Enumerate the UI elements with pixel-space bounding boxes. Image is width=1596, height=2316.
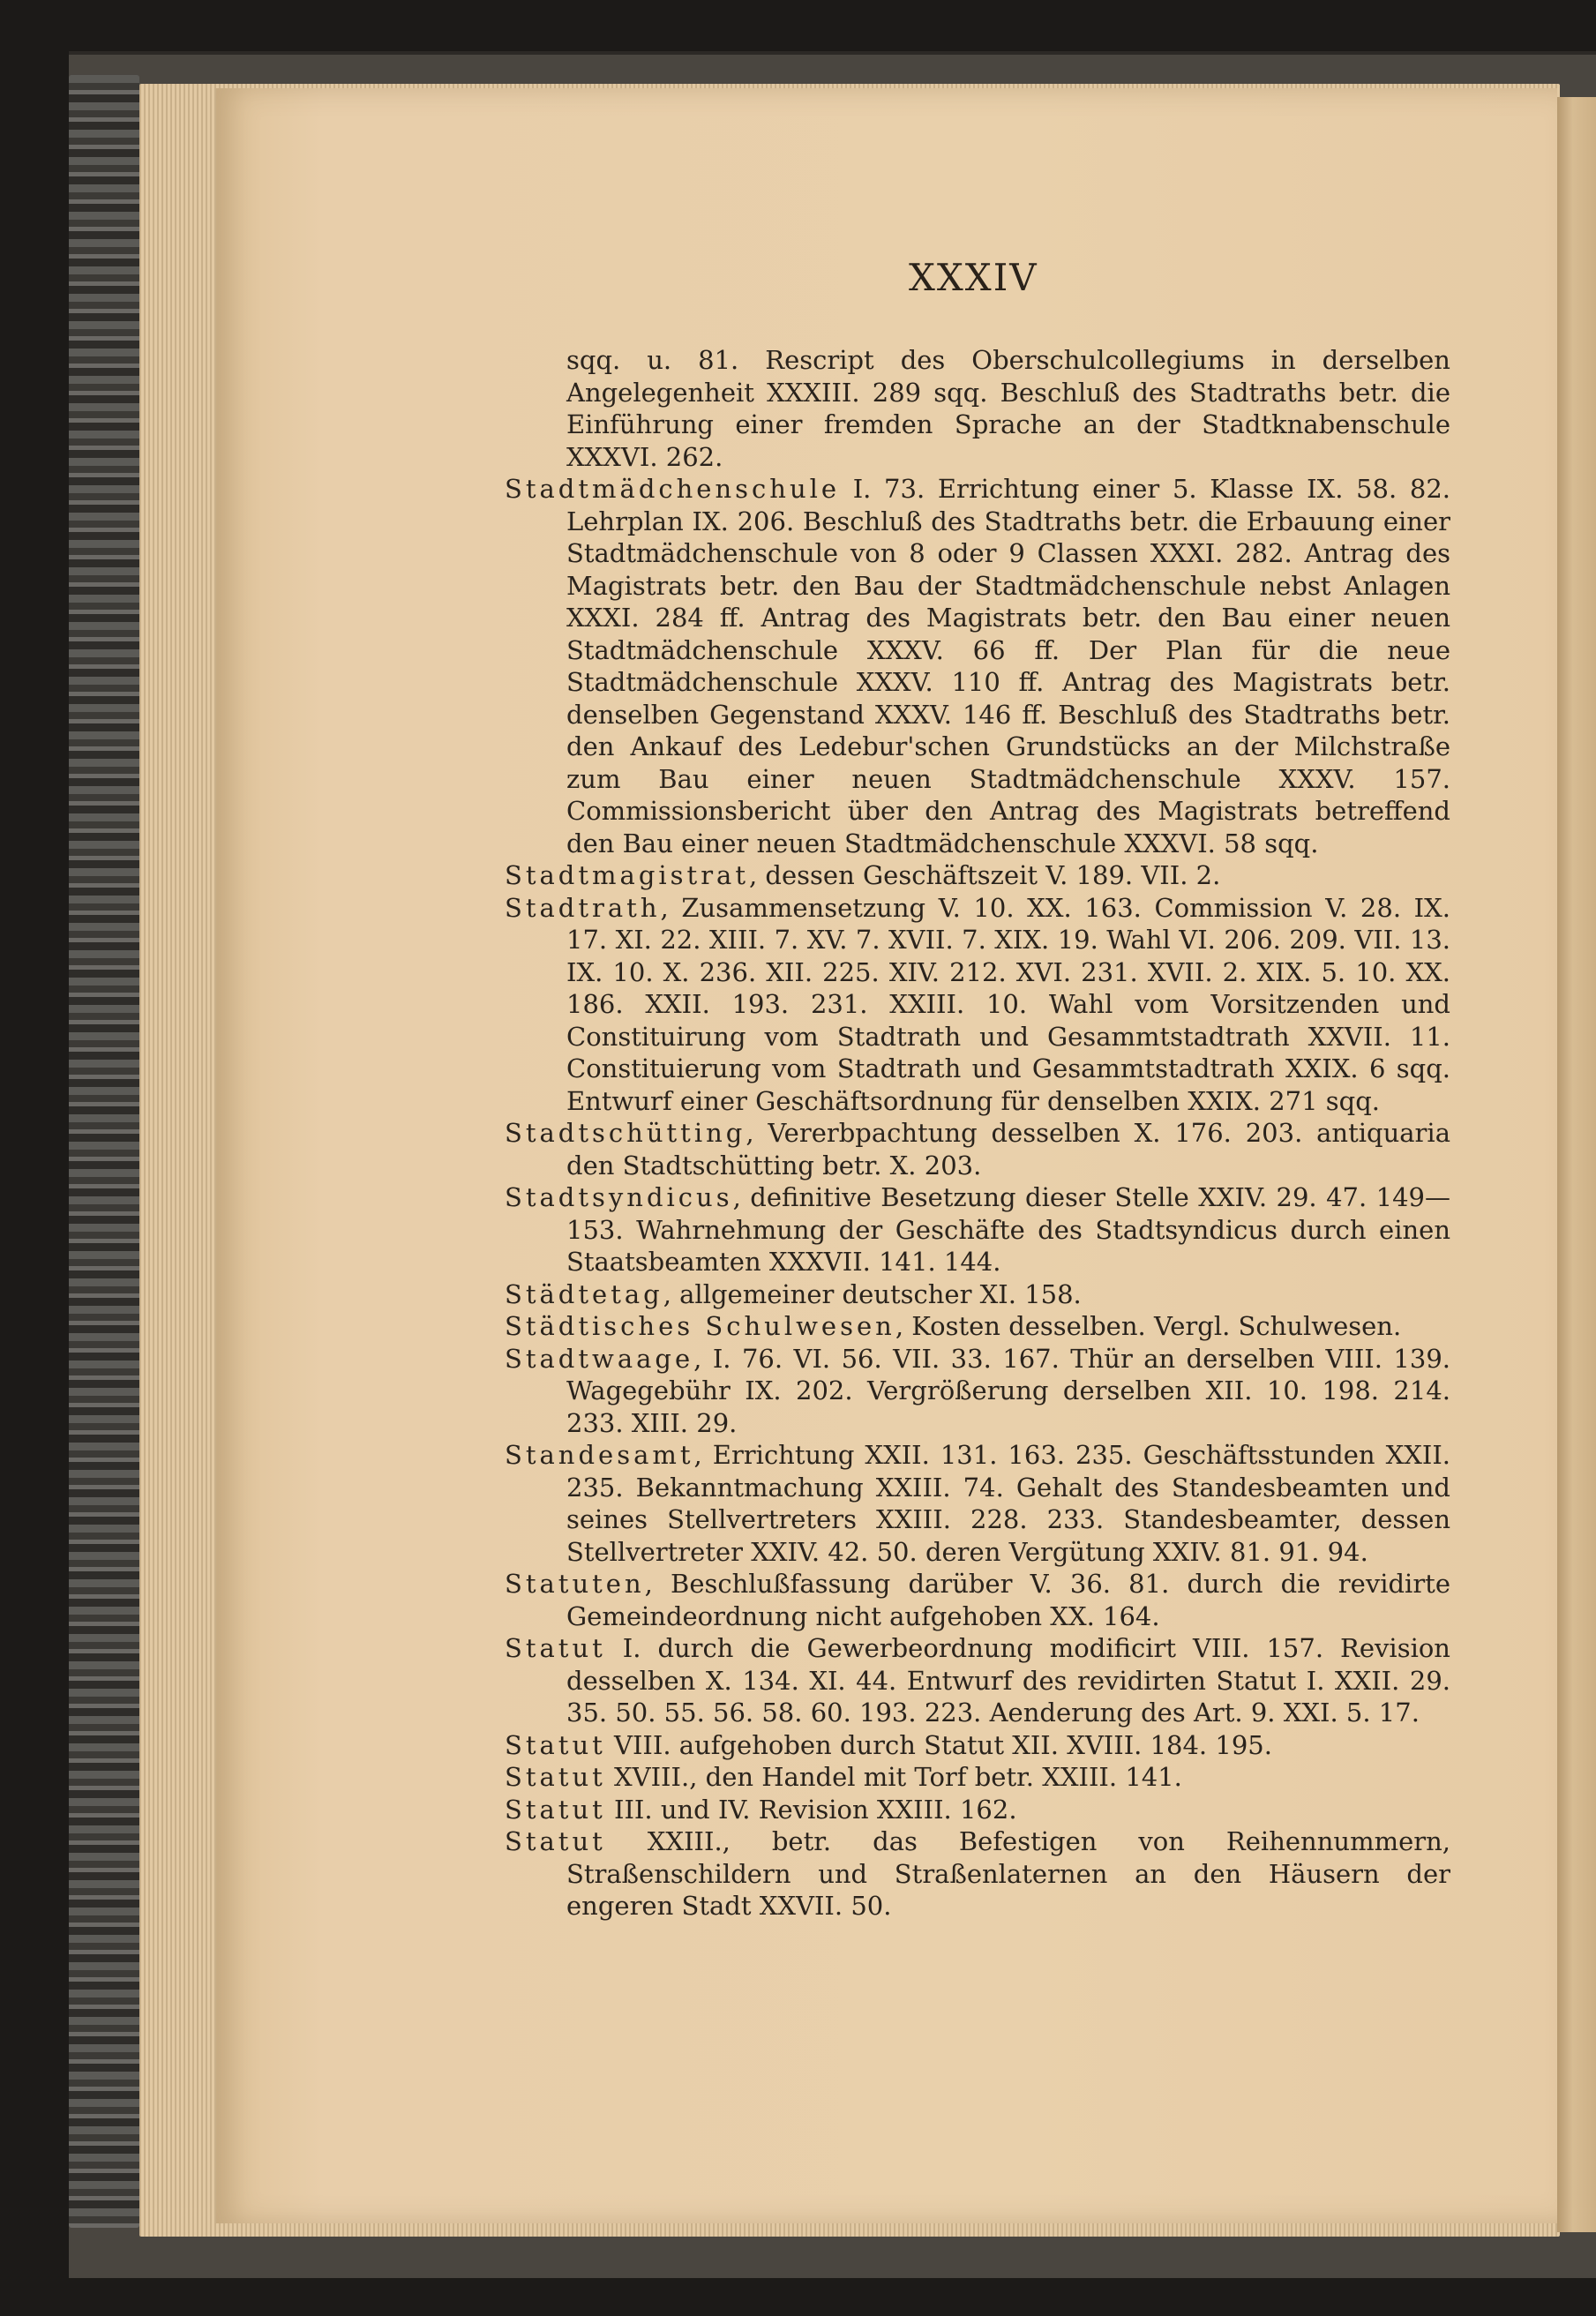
entry-text: VIII. aufgehoben durch Statut XII. XVIII. 184. 195.	[605, 1729, 1272, 1760]
entry-text: , dessen Geschäftszeit V. 189. VII. 2.	[749, 860, 1221, 890]
entry-keyword: Städtisches Schulwesen	[505, 1311, 895, 1341]
entry-keyword: Standesamt	[505, 1440, 694, 1470]
entry-text: , Zusammensetzung V. 10. XX. 163. Commission V. 28. IX. 17. XI. 22. XIII. 7. XV. 7. XVII. 7. XIX. 19. Wahl VI. 206. 209. VII. 13. IX. 10. X. 236. XII. 225. XIV. 212. XVI. 231. XVII. 2. XIX. 5. 10. XX. 186. XXII. 193. 231. XXIII. 10. Wahl vom Vorsitzenden und Constituirung vom Stadtrath und Gesammtstadtrath XXVII. 11. Constituierung vom Stadtrath und Gesammtstadtrath XXIX. 6 sqq. Entwurf einer Geschäftsordnung für denselben XXIX. 271 sqq.	[566, 892, 1450, 1116]
entry-text: , I. 76. VI. 56. VII. 33. 167. Thür an derselben VIII. 139. Wagegebühr IX. 202. Vergrößerung derselben XII. 10. 198. 214. 233. XIII. 29.	[566, 1343, 1450, 1438]
index-entry	[505, 1794, 1450, 1826]
index-entry	[505, 1568, 1450, 1632]
entry-keyword: Statut	[505, 1633, 606, 1663]
entry-text: XVIII., den Handel mit Torf betr. XXIII. 141.	[605, 1762, 1182, 1792]
entry-text: I. durch die Gewerbeordnung modificirt VIII. 157. Revision desselben X. 134. XI. 44. Entwurf des revidirten Statut I. XXII. 29. 35. 50. 55. 56. 58. 60. 193. 223. Aenderung des Art. 9. XXI. 5. 17.	[566, 1633, 1450, 1728]
index-entry	[505, 1632, 1450, 1729]
page-number: XXXIV	[909, 256, 1038, 299]
entry-text: I. 73. Errichtung einer 5. Klasse IX. 58. 82. Lehrplan IX. 206. Beschluß des Stadtraths betr. die Erbauung einer Stadtmädchenschule von 8 oder 9 Classen XXXI. 282. Antrag des Magistrats betr. den Bau der Stadtmädchenschule nebst Anlagen XXXI. 284 ff. Antrag des Magistrats betr. den Bau einer neuen Stadtmädchenschule XXXV. 66 ff. Der Plan für die neue Stadtmädchenschule XXXV. 110 ff. Antrag des Magistrats betr. denselben Gegenstand XXXV. 146 ff. Beschluß des Stadtraths betr. den Ankauf des Ledebur'schen Grundstücks an der Milchstraße zum Bau einer neuen Stadtmädchenschule XXXV. 157. Commissionsbericht über den Antrag des Magistrats betreffend den Bau einer neuen Stadtmädchenschule XXXVI. 58 sqq.	[566, 474, 1450, 858]
entry-text: sqq. u. 81. Rescript des Oberschulcollegiums in derselben Angelegenheit XXXIII. 289 sqq. Beschluß des Stadtraths betr. die Einführung einer fremden Sprache an der Stadtknabenschule XXXVI. 262.	[566, 345, 1450, 472]
entry-text: , Errichtung XXII. 131. 163. 235. Geschäftsstunden XXII. 235. Bekanntmachung XXIII. 74. Gehalt des Standesbeamten und seines Stellvertreters XXIII. 228. 233. Standesbeamter, dessen Stellvertreter XXIV. 42. 50. deren Vergütung XXIV. 81. 91. 94.	[566, 1440, 1450, 1567]
entry-keyword: Stadtschütting	[505, 1118, 746, 1148]
entry-keyword: Städtetag	[505, 1278, 663, 1309]
entry-keyword: Statuten	[505, 1569, 645, 1599]
entry-keyword: Statut	[505, 1826, 606, 1856]
index-entry	[505, 859, 1450, 892]
entry-keyword: Statut	[505, 1729, 606, 1760]
index-entry	[505, 1181, 1450, 1278]
index-entry	[505, 1825, 1450, 1923]
index-entry	[505, 1343, 1450, 1440]
entry-text: XXIII., betr. das Befestigen von Reihennummern, Straßenschildern und Straßenlaternen an den Häusern der engeren Stadt XXVII. 50.	[566, 1826, 1450, 1921]
index-entry	[505, 892, 1450, 1118]
book-spine-edge	[69, 75, 139, 2228]
index-entry	[505, 1761, 1450, 1794]
entry-keyword: Stadtsyndicus	[505, 1182, 733, 1212]
index-entry	[505, 1729, 1450, 1762]
index-entry	[505, 1278, 1450, 1311]
entry-keyword: Statut	[505, 1794, 606, 1825]
entry-text: , Kosten desselben. Vergl. Schulwesen.	[895, 1311, 1402, 1341]
index-entry	[505, 473, 1450, 859]
entry-text: III. und IV. Revision XXIII. 162.	[605, 1794, 1017, 1825]
entry-keyword: Stadtmagistrat	[505, 860, 749, 890]
index-entry	[505, 1117, 1450, 1181]
entry-keyword: Statut	[505, 1762, 606, 1792]
entry-text: , Vererbpachtung desselben X. 176. 203. antiquaria den Stadtschütting betr. X. 203.	[566, 1118, 1450, 1180]
entry-keyword: Stadtrath	[505, 892, 661, 923]
index-entry	[505, 1310, 1450, 1343]
index-entry	[505, 344, 1450, 473]
entry-text: , allgemeiner deutscher XI. 158.	[663, 1278, 1082, 1309]
facing-page-edge	[1557, 97, 1596, 2232]
entry-text: , definitive Besetzung dieser Stelle XXIV. 29. 47. 149—153. Wahrnehmung der Geschäfte des Stadtsyndicus durch einen Staatsbeamten XXXVII. 141. 144.	[566, 1182, 1450, 1277]
entry-keyword: Stadtmädchenschule	[505, 474, 841, 504]
index-text-block	[505, 344, 1450, 1923]
index-entry	[505, 1439, 1450, 1568]
entry-text: , Beschlußfassung darüber V. 36. 81. durch die revidirte Gemeindeordnung nicht aufgehoben XX. 164.	[566, 1569, 1450, 1631]
entry-keyword: Stadtwaage	[505, 1343, 694, 1374]
